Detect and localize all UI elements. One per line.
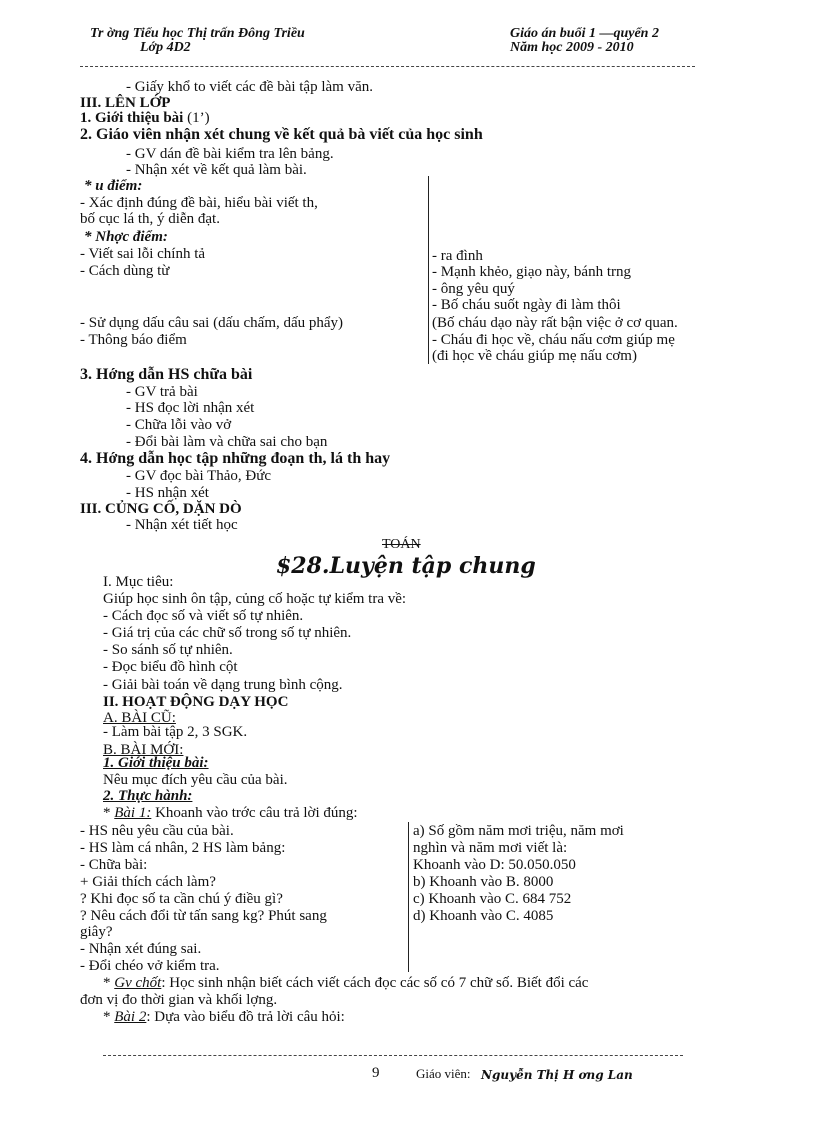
intro-title: 1. Giới thiệu bài — [80, 110, 184, 126]
page-number: 9 — [372, 1065, 380, 1081]
exercise-2-line — [103, 1009, 345, 1025]
activity-line: - Chữa bài: — [80, 857, 148, 873]
column-divider — [408, 822, 409, 972]
section-cung-co: III. CỦNG CỐ, DẶN DÒ — [80, 501, 242, 517]
school-name: Tr ờng Tiểu học Thị trấn Đông Triều — [90, 26, 305, 41]
teacher-conclusion-label: Gv chốt — [114, 975, 162, 991]
text-line: - Xác định đúng đề bài, hiểu bài viết th, — [80, 195, 318, 211]
activity-line: + Giải thích cách làm? — [80, 874, 216, 890]
bullet: * — [103, 975, 115, 991]
example-line: (Bố cháu dạo này rất bận việc ở cơ quan. — [432, 315, 678, 331]
example-line: - ông yêu quý — [432, 281, 515, 297]
activity-line: - HS làm cá nhân, 2 HS làm bảng: — [80, 840, 286, 856]
class-name: Lớp 4D2 — [140, 40, 191, 55]
text-line: - Thông báo điểm — [80, 332, 187, 348]
exercise-1-text: Khoanh vào trớc câu trả lời đúng: — [151, 805, 358, 821]
old-lesson-heading: A. BÀI CŨ: — [103, 710, 176, 726]
intro-line — [80, 110, 210, 126]
text-line: - Giải bài toán về dạng trung bình cộng. — [103, 677, 343, 693]
intro-time: (1’) — [183, 110, 210, 126]
text-line: - Cách dùng từ — [80, 263, 170, 279]
answer-line: c) Khoanh vào C. 684 752 — [413, 891, 572, 907]
section-3-heading: 3. Hớng dẫn HS chữa bài — [80, 366, 253, 383]
teacher-conclusion-text: : Học sinh nhận biết cách viết cách đọc các số có 7 chữ số. Biết đổi các — [161, 975, 589, 991]
text-line: - GV đọc bài Thảo, Đức — [126, 468, 272, 484]
activity-line: ? Nêu cách đổi từ tấn sang kg? Phút sang — [80, 908, 327, 924]
activity-line: ? Khi đọc số ta cần chú ý điều gì? — [80, 891, 283, 907]
text-line: Nêu mục đích yêu cầu của bài. — [103, 772, 288, 788]
activity-line: giây? — [80, 924, 113, 940]
strengths-label: * u điểm: — [84, 178, 143, 194]
text-line: - HS nhận xét — [126, 485, 209, 501]
text-line: bố cục lá th, ý diễn đạt. — [80, 211, 220, 227]
text-line: - Cách đọc số và viết số tự nhiên. — [103, 608, 304, 624]
example-line: - ra đình — [432, 248, 483, 264]
text-line: - Đổi bài làm và chữa sai cho bạn — [126, 434, 328, 450]
exercise-2-text: : Dựa vào biểu đồ trả lời câu hỏi: — [146, 1009, 345, 1025]
text-line: - Làm bài tập 2, 3 SGK. — [103, 724, 248, 740]
answer-line: d) Khoanh vào C. 4085 — [413, 908, 554, 924]
exercise-2-label: Bài 2 — [114, 1009, 147, 1025]
text-line: Giúp học sinh ôn tập, củng cố hoặc tự kiểm tra về: — [103, 591, 407, 607]
activity-line: - Nhận xét đúng sai. — [80, 941, 202, 957]
answer-line: b) Khoanh vào B. 8000 — [413, 874, 554, 890]
text-line: - Đọc biểu đồ hình cột — [103, 659, 238, 675]
section-len-lop: III. LÊN LỚP — [80, 95, 171, 111]
bullet: * — [103, 805, 115, 821]
text-line: - Nhận xét về kết quả làm bài. — [126, 162, 307, 178]
activity-line: - HS nêu yêu cầu của bài. — [80, 823, 234, 839]
text-line: - HS đọc lời nhận xét — [126, 400, 255, 416]
activity-line: - Đổi chéo vở kiểm tra. — [80, 958, 220, 974]
plan-title: Giáo án buổi 1 —quyển 2 — [510, 26, 659, 41]
text-line: I. Mục tiêu: — [103, 574, 174, 590]
text-line: - GV trả bài — [126, 384, 198, 400]
example-line: - Mạnh khẻo, giạo này, bánh trng — [432, 264, 631, 280]
header-divider — [80, 66, 695, 67]
example-line: - Bố cháu suốt ngày đi làm thôi — [432, 297, 621, 313]
text-line: - GV dán đề bài kiểm tra lên bảng. — [126, 146, 334, 162]
text-line: - Chữa lỗi vào vở — [126, 417, 232, 433]
example-line: (đi học về cháu giúp mẹ nấu cơm) — [432, 348, 637, 364]
intro-heading: 1. Giới thiệu bài: — [103, 755, 209, 771]
text-line: - Viết sai lỗi chính tả — [80, 246, 206, 262]
teacher-label: Giáo viên: — [416, 1066, 471, 1081]
section-2-heading: 2. Giáo viên nhận xét chung về kết quả bà viết của học sinh — [80, 126, 483, 143]
text-line: - Nhận xét tiết học — [126, 517, 238, 533]
exercise-1-line — [103, 805, 358, 821]
teacher-conclusion-line — [103, 975, 588, 991]
teacher-name: Nguyễn Thị H ơng Lan — [481, 1068, 633, 1082]
text-line: - So sánh số tự nhiên. — [103, 642, 233, 658]
answer-line: Khoanh vào D: 50.050.050 — [413, 857, 576, 873]
weaknesses-label: * Nhợc điểm: — [84, 229, 168, 245]
lesson-title: $28.Luyện tập chung — [276, 553, 536, 579]
text-line: - Giá trị của các chữ số trong số tự nhiên. — [103, 625, 352, 641]
exercise-1-label: Bài 1: — [114, 805, 152, 821]
practice-heading: 2. Thực hành: — [103, 788, 193, 804]
text-line: đơn vị đo thời gian và khối lợng. — [80, 992, 278, 1008]
answer-line: a) Số gồm năm mơi triệu, năm mơi — [413, 823, 624, 839]
bullet: * — [103, 1009, 115, 1025]
column-divider — [428, 176, 429, 364]
new-lesson-heading: B. BÀI MỚI: — [103, 742, 184, 758]
footer-divider — [103, 1055, 683, 1056]
subject-label: TOÁN — [382, 537, 421, 552]
example-line: - Cháu đi học về, cháu nấu cơm giúp mẹ — [432, 332, 675, 348]
material-line: - Giấy khổ to viết các đề bài tập làm văn. — [126, 79, 373, 95]
school-year: Năm học 2009 - 2010 — [510, 40, 634, 55]
section-hoat-dong: II. HOẠT ĐỘNG DẠY HỌC — [103, 694, 289, 710]
text-line: - Sử dụng dấu câu sai (dấu chấm, dấu phẩy) — [80, 315, 344, 331]
answer-line: nghìn và năm mơi viết là: — [413, 840, 568, 856]
section-4-heading: 4. Hớng dẫn học tập những đoạn th, lá th hay — [80, 450, 391, 467]
